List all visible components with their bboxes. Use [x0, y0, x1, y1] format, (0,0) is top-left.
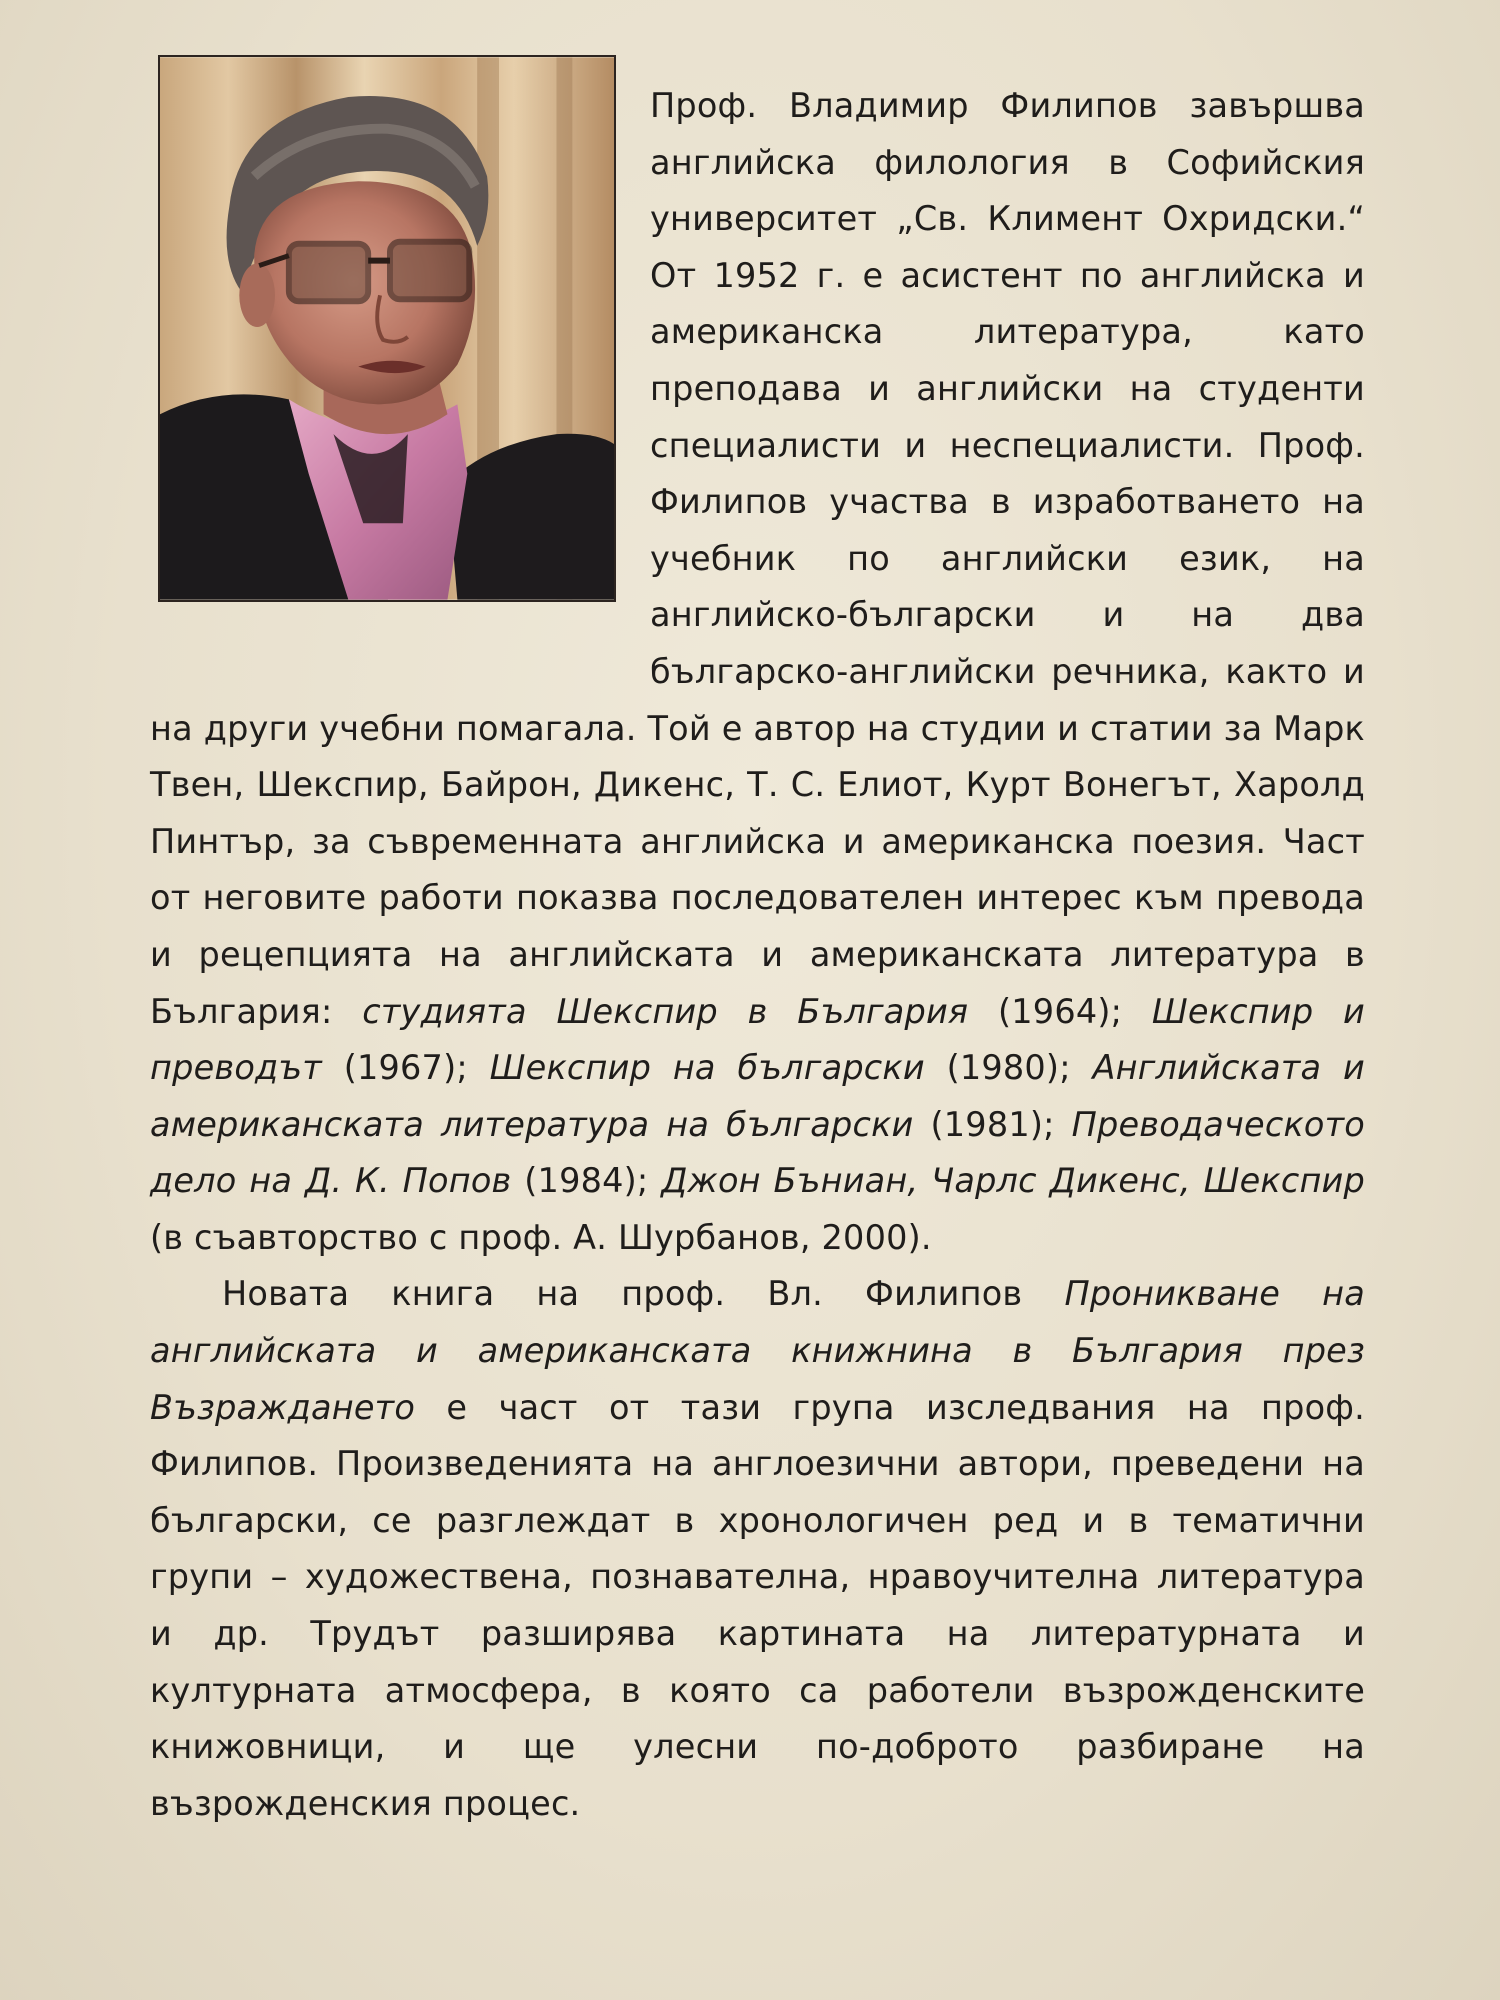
photo-wrap-spacer [150, 78, 650, 658]
paragraph-2 [150, 1266, 1365, 1832]
paragraph-2-lead: Новата книга на проф. Вл. Филипов [222, 1274, 1065, 1314]
work-2-suffix: (1967); [321, 1048, 490, 1088]
paragraph-1-intro: Проф. Владимир Филипов завършва английска филология в Софийския университет „Св. Климент Охридски.“ От 1952 г. е асистент по английска и американска литература, като преподава и английски на студенти специалисти и неспециалисти. Проф. Филипов участва в изработването на учебник по английски език, на английско-български и на два българско-английски речника, както и на други учебни помагала. Той е автор на студии и статии за Марк Твен, Шекспир, Байрон, Дикенс, Т. С. Елиот, Курт Вонегът, Харолд Пинтър, за съвременната английска и американска поезия. Част от неговите работи показва последователен интерес към превода и рецепцията на английската и американската литература в България: [150, 86, 1365, 1031]
work-6-title: Джон Бъниан, Чарлс Дикенс, Шекспир [661, 1161, 1365, 1201]
work-5-suffix: (1984); [511, 1161, 662, 1201]
book-title: Проникване на английската и американската книжнина в България през Възраждането [150, 1274, 1366, 1427]
work-2-title: Шекспир и преводът [150, 991, 1365, 1088]
work-3-title: Шекспир на български [489, 1048, 925, 1088]
work-4-suffix: (1981); [913, 1104, 1072, 1144]
work-3-suffix: (1980); [924, 1048, 1093, 1088]
work-1-title: студията Шекспир в България [362, 991, 969, 1031]
work-1-suffix: (1964); [968, 991, 1152, 1031]
work-6-suffix: (в съавторство с проф. А. Шурбанов, 2000). [150, 1217, 932, 1257]
paragraph-2-rest: е част от тази група изследвания на проф. Филипов. Произведенията на англоезични автори, преведени на български, се разглеждат в хронологичен ред и в тематични групи – художествена, познавателна, нравоучителна литература и др. Трудът разширява картината на литературната и културната атмосфера, в която са работели възрожденските книжовници, и ще улесни по-доброто разбиране на възрожденския процес. [150, 1387, 1365, 1823]
work-4-title: Английската и американската литература на български [150, 1048, 1366, 1144]
work-1-prefix [332, 992, 362, 1031]
work-5-title: Преводаческото дело на Д. К. Попов [150, 1104, 1365, 1201]
author-biography [150, 78, 1365, 1832]
